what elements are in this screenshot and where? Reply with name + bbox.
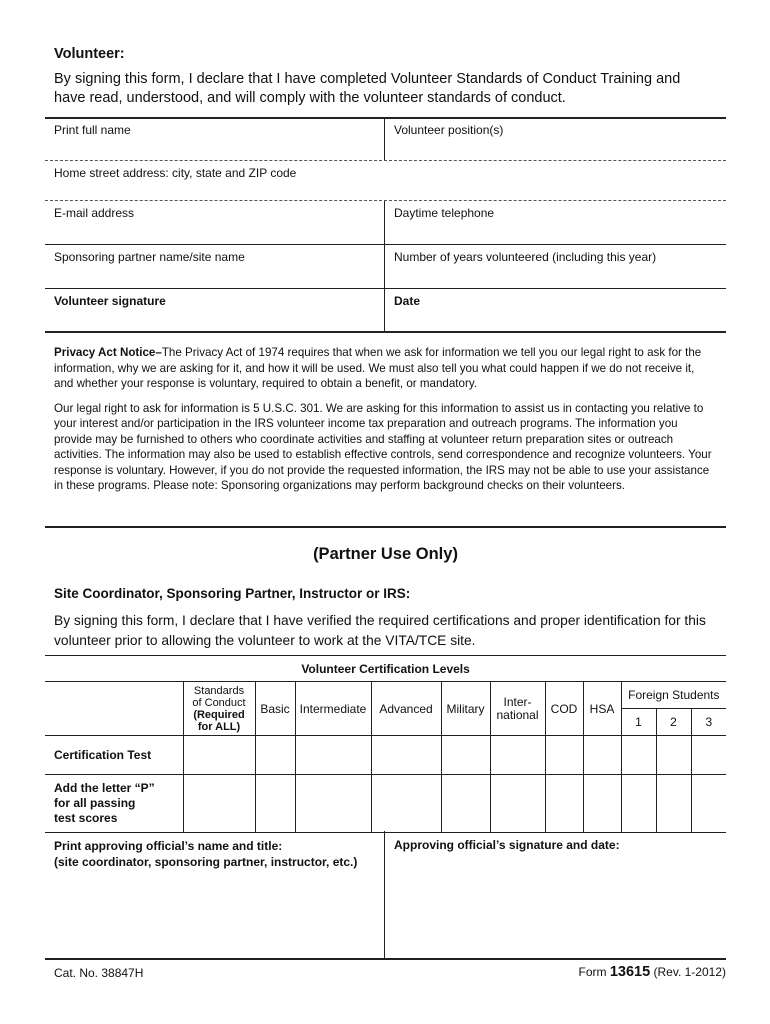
volunteer-positions-label: Volunteer position(s) xyxy=(394,123,504,137)
form-number-footer: Form 13615 (Rev. 1-2012) xyxy=(578,964,726,980)
divider xyxy=(384,201,385,244)
divider xyxy=(384,289,385,331)
divider xyxy=(45,160,726,161)
cell-foreign-1-score[interactable] xyxy=(621,775,656,833)
cell-standards-test[interactable] xyxy=(183,736,255,775)
divider xyxy=(45,958,726,960)
divider xyxy=(45,200,726,201)
years-volunteered-label: Number of years volunteered (including this year) xyxy=(394,250,657,264)
table-row xyxy=(45,775,726,833)
cell-basic-test[interactable] xyxy=(255,736,295,775)
foreign-3-header: 3 xyxy=(691,709,726,736)
divider xyxy=(45,244,726,245)
foreign-students-header: Foreign Students xyxy=(621,682,726,709)
cell-standards-score[interactable] xyxy=(183,775,255,833)
privacy-title: Privacy Act Notice– xyxy=(54,346,162,359)
divider xyxy=(45,288,726,289)
partner-declaration: By signing this form, I declare that I have verified the required certifications and proper identification for this volunteer prior to allowing the volunteer to work at the VITA/TCE site. xyxy=(54,613,706,648)
cell-foreign-3-score[interactable] xyxy=(691,775,726,833)
blank-header-cell xyxy=(45,682,183,736)
privacy-paragraph-1: The Privacy Act of 1974 requires that when we ask for information we tell you our legal right to ask for the information, why we are asking for it, and how it will be used. We must also tell you what could happen if we do not receive it, and whether your response is voluntary, required to obtain a benefit, or mandatory. xyxy=(54,346,702,390)
volunteer-declaration: By signing this form, I declare that I have completed Volunteer Standards of Conduct Training and have read, understood, and will comply with the volunteer standards of conduct. xyxy=(54,71,681,106)
email-label: E-mail address xyxy=(54,206,135,220)
basic-header: Basic xyxy=(255,682,295,736)
international-header: Inter- national xyxy=(490,682,545,736)
cell-intermediate-test[interactable] xyxy=(295,736,371,775)
certification-levels-table xyxy=(45,655,726,833)
cell-advanced-score[interactable] xyxy=(371,775,441,833)
cell-military-test[interactable] xyxy=(441,736,490,775)
cell-foreign-2-score[interactable] xyxy=(656,775,691,833)
cell-international-score[interactable] xyxy=(490,775,545,833)
cod-header: COD xyxy=(545,682,583,736)
cell-military-score[interactable] xyxy=(441,775,490,833)
approving-official-signature-label: Approving official’s signature and date: xyxy=(394,838,620,852)
approving-official-name-label: Print approving official’s name and title: (site coordinator, sponsoring partner, instructor, etc.) xyxy=(54,839,358,869)
divider xyxy=(45,526,726,528)
cell-cod-score[interactable] xyxy=(545,775,583,833)
privacy-act-notice xyxy=(54,345,714,503)
intermediate-header: Intermediate xyxy=(295,682,371,736)
cell-international-test[interactable] xyxy=(490,736,545,775)
cell-basic-score[interactable] xyxy=(255,775,295,833)
advanced-header: Advanced xyxy=(371,682,441,736)
sponsoring-partner-label: Sponsoring partner name/site name xyxy=(54,250,245,264)
date-label: Date xyxy=(394,294,421,308)
standards-of-conduct-header: Standards of Conduct (Required for ALL) xyxy=(183,682,255,736)
hsa-header: HSA xyxy=(583,682,621,736)
cell-foreign-2-test[interactable] xyxy=(656,736,691,775)
divider xyxy=(45,117,726,119)
cell-hsa-test[interactable] xyxy=(583,736,621,775)
divider xyxy=(384,245,385,288)
volunteer-heading: Volunteer: xyxy=(54,46,125,62)
cell-intermediate-score[interactable] xyxy=(295,775,371,833)
cell-cod-test[interactable] xyxy=(545,736,583,775)
certification-test-label: Certification Test xyxy=(45,736,183,775)
divider xyxy=(45,331,726,333)
foreign-1-header: 1 xyxy=(621,709,656,736)
table-row xyxy=(45,736,726,775)
cell-foreign-3-test[interactable] xyxy=(691,736,726,775)
privacy-paragraph-2: Our legal right to ask for information is 5 U.S.C. 301. We are asking for this information to assist us in contacting you relative to your interest and/or participation in the IRS volunteer income tax preparation and outreach programs. The information you provide may be furnished to others who coordinate activities and staffing at volunteer return preparation sites or outreach activities. The information may also be used to establish effective controls, send correspondence and recognize volunteers. Your response is voluntary. However, if you do not provide the requested information, the IRS may not be able to use your assistance in these programs. Please note: Sponsoring organizations may perform background checks on their volunteers. xyxy=(54,401,712,492)
passing-score-label: Add the letter “P” for all passing test scores xyxy=(45,775,183,833)
catalog-number: Cat. No. 38847H xyxy=(54,966,144,980)
partner-heading: Site Coordinator, Sponsoring Partner, Instructor or IRS: xyxy=(54,586,411,601)
certification-levels-title: Volunteer Certification Levels xyxy=(45,656,726,682)
cell-advanced-test[interactable] xyxy=(371,736,441,775)
print-name-label: Print full name xyxy=(54,123,131,137)
partner-use-only-title: (Partner Use Only) xyxy=(313,545,458,563)
military-header: Military xyxy=(441,682,490,736)
divider xyxy=(384,831,385,959)
foreign-2-header: 2 xyxy=(656,709,691,736)
home-address-label: Home street address: city, state and ZIP code xyxy=(54,166,297,180)
volunteer-signature-label: Volunteer signature xyxy=(54,294,166,308)
cell-foreign-1-test[interactable] xyxy=(621,736,656,775)
divider xyxy=(384,118,385,160)
cell-hsa-score[interactable] xyxy=(583,775,621,833)
daytime-telephone-label: Daytime telephone xyxy=(394,206,495,220)
